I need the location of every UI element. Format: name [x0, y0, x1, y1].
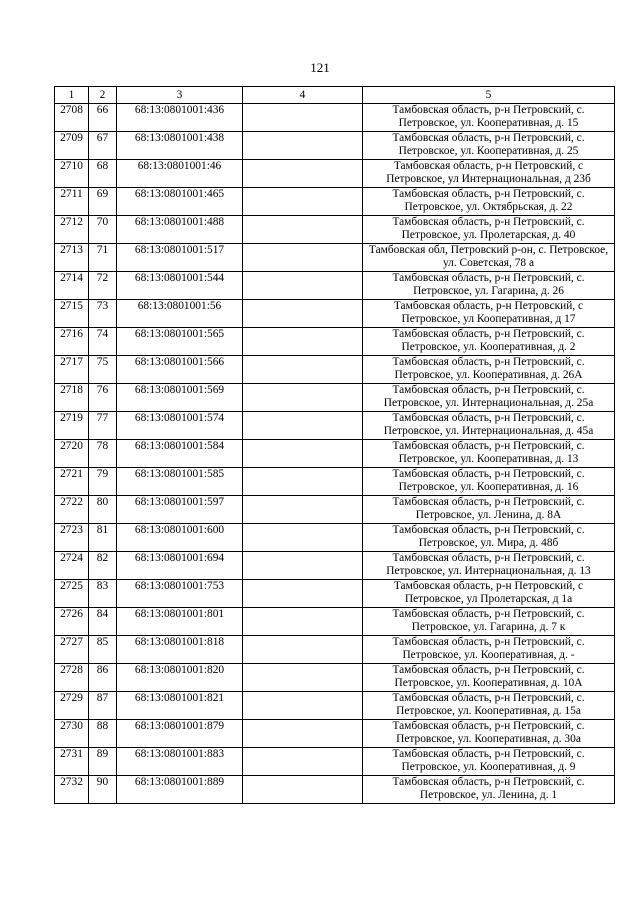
cadastral-number-cell: 68:13:0801001:569 — [117, 384, 243, 412]
address-cell: Тамбовская область, р-н Петровский, с. Петровское, ул. Кооперативная, д. 10А — [363, 664, 615, 692]
row-number-cell: 2713 — [55, 244, 89, 272]
item-number-cell: 67 — [89, 132, 117, 160]
registry-table — [54, 86, 615, 804]
table-row — [55, 216, 615, 244]
notes-cell — [243, 272, 363, 300]
table-row — [55, 328, 615, 356]
row-number-cell: 2716 — [55, 328, 89, 356]
table-row — [55, 468, 615, 496]
notes-cell — [243, 636, 363, 664]
row-number-cell: 2709 — [55, 132, 89, 160]
item-number-cell: 80 — [89, 496, 117, 524]
address-cell: Тамбовская область, р-н Петровский, с. Петровское, ул. Кооперативная, д. 26А — [363, 356, 615, 384]
row-number-cell: 2708 — [55, 104, 89, 132]
table-row — [55, 356, 615, 384]
cadastral-number-cell: 68:13:0801001:488 — [117, 216, 243, 244]
row-number-cell: 2718 — [55, 384, 89, 412]
notes-cell — [243, 524, 363, 552]
address-cell: Тамбовская область, р-н Петровский, с. Петровское, ул. Кооперативная, д. 16 — [363, 468, 615, 496]
cadastral-number-cell: 68:13:0801001:566 — [117, 356, 243, 384]
item-number-cell: 90 — [89, 776, 117, 804]
cadastral-number-cell: 68:13:0801001:465 — [117, 188, 243, 216]
notes-cell — [243, 776, 363, 804]
table-row — [55, 244, 615, 272]
item-number-cell: 72 — [89, 272, 117, 300]
address-cell: Тамбовская область, р-н Петровский, с. Петровское, ул. Кооперативная, д. - — [363, 636, 615, 664]
row-number-cell: 2711 — [55, 188, 89, 216]
row-number-cell: 2719 — [55, 412, 89, 440]
row-number-cell: 2731 — [55, 748, 89, 776]
item-number-cell: 76 — [89, 384, 117, 412]
row-number-cell: 2714 — [55, 272, 89, 300]
address-cell: Тамбовская область, р-н Петровский, с. Петровское, ул. Интернациональная, д. 13 — [363, 552, 615, 580]
row-number-cell: 2728 — [55, 664, 89, 692]
row-number-cell: 2712 — [55, 216, 89, 244]
item-number-cell: 87 — [89, 692, 117, 720]
cadastral-number-cell: 68:13:0801001:565 — [117, 328, 243, 356]
table-row — [55, 580, 615, 608]
cadastral-number-cell: 68:13:0801001:694 — [117, 552, 243, 580]
cadastral-number-cell: 68:13:0801001:438 — [117, 132, 243, 160]
table-row — [55, 636, 615, 664]
row-number-cell: 2720 — [55, 440, 89, 468]
address-cell: Тамбовская область, р-н Петровский, с. Петровское, ул. Кооперативная, д. 2 — [363, 328, 615, 356]
cadastral-number-cell: 68:13:0801001:544 — [117, 272, 243, 300]
address-cell: Тамбовская область, р-н Петровский, с. Петровское, ул. Гагарина, д. 7 к — [363, 608, 615, 636]
notes-cell — [243, 188, 363, 216]
address-cell: Тамбовская область, р-н Петровский, с. Петровское, ул. Кооперативная, д. 30а — [363, 720, 615, 748]
row-number-cell: 2721 — [55, 468, 89, 496]
cadastral-number-cell: 68:13:0801001:820 — [117, 664, 243, 692]
notes-cell — [243, 552, 363, 580]
table-row — [55, 104, 615, 132]
table-header — [55, 87, 615, 104]
cadastral-number-cell: 68:13:0801001:801 — [117, 608, 243, 636]
item-number-cell: 85 — [89, 636, 117, 664]
notes-cell — [243, 608, 363, 636]
notes-cell — [243, 328, 363, 356]
address-cell: Тамбовская область, р-н Петровский, с. Петровское, ул. Мира, д. 48б — [363, 524, 615, 552]
address-cell: Тамбовская область, р-н Петровский, с. Петровское, ул. Кооперативная, д. 25 — [363, 132, 615, 160]
header-col-1: 1 — [55, 87, 89, 104]
header-row — [55, 87, 615, 104]
address-cell: Тамбовская область, р-н Петровский, с Петровское, ул Интернациональная, д 23б — [363, 160, 615, 188]
item-number-cell: 69 — [89, 188, 117, 216]
address-cell: Тамбовская область, р-н Петровский, с. Петровское, ул. Кооперативная, д. 15а — [363, 692, 615, 720]
cadastral-number-cell: 68:13:0801001:600 — [117, 524, 243, 552]
header-col-3: 3 — [117, 87, 243, 104]
notes-cell — [243, 412, 363, 440]
notes-cell — [243, 440, 363, 468]
row-number-cell: 2726 — [55, 608, 89, 636]
row-number-cell: 2732 — [55, 776, 89, 804]
item-number-cell: 77 — [89, 412, 117, 440]
item-number-cell: 86 — [89, 664, 117, 692]
table-row — [55, 524, 615, 552]
row-number-cell: 2722 — [55, 496, 89, 524]
cadastral-number-cell: 68:13:0801001:574 — [117, 412, 243, 440]
cadastral-number-cell: 68:13:0801001:56 — [117, 300, 243, 328]
address-cell: Тамбовская область, р-н Петровский, с. Петровское, ул. Интернациональная, д. 25а — [363, 384, 615, 412]
notes-cell — [243, 356, 363, 384]
table-row — [55, 664, 615, 692]
table-row — [55, 412, 615, 440]
row-number-cell: 2727 — [55, 636, 89, 664]
table-row — [55, 776, 615, 804]
table-row — [55, 692, 615, 720]
item-number-cell: 78 — [89, 440, 117, 468]
cadastral-number-cell: 68:13:0801001:879 — [117, 720, 243, 748]
cadastral-number-cell: 68:13:0801001:818 — [117, 636, 243, 664]
address-cell: Тамбовская область, р-н Петровский, с. Петровское, ул. Интернациональная, д. 45а — [363, 412, 615, 440]
row-number-cell: 2717 — [55, 356, 89, 384]
address-cell: Тамбовская область, р-н Петровский, с Петровское, ул Кооперативная, д 17 — [363, 300, 615, 328]
table-row — [55, 188, 615, 216]
table-row — [55, 384, 615, 412]
address-cell: Тамбовская область, р-н Петровский, с. Петровское, ул. Ленина, д. 8А — [363, 496, 615, 524]
cadastral-number-cell: 68:13:0801001:517 — [117, 244, 243, 272]
cadastral-number-cell: 68:13:0801001:889 — [117, 776, 243, 804]
item-number-cell: 70 — [89, 216, 117, 244]
address-cell: Тамбовская область, р-н Петровский, с. Петровское, ул. Октябрьская, д. 22 — [363, 188, 615, 216]
address-cell: Тамбовская область, р-н Петровский, с. Петровское, ул. Кооперативная, д. 9 — [363, 748, 615, 776]
row-number-cell: 2724 — [55, 552, 89, 580]
header-col-5: 5 — [363, 87, 615, 104]
row-number-cell: 2715 — [55, 300, 89, 328]
notes-cell — [243, 664, 363, 692]
address-cell: Тамбовская область, р-н Петровский, с. Петровское, ул. Пролетарская, д. 40 — [363, 216, 615, 244]
notes-cell — [243, 244, 363, 272]
item-number-cell: 84 — [89, 608, 117, 636]
cadastral-number-cell: 68:13:0801001:436 — [117, 104, 243, 132]
row-number-cell: 2725 — [55, 580, 89, 608]
notes-cell — [243, 132, 363, 160]
notes-cell — [243, 104, 363, 132]
item-number-cell: 83 — [89, 580, 117, 608]
item-number-cell: 66 — [89, 104, 117, 132]
notes-cell — [243, 216, 363, 244]
item-number-cell: 79 — [89, 468, 117, 496]
address-cell: Тамбовская область, р-н Петровский, с. Петровское, ул. Кооперативная, д. 13 — [363, 440, 615, 468]
cadastral-number-cell: 68:13:0801001:585 — [117, 468, 243, 496]
item-number-cell: 74 — [89, 328, 117, 356]
address-cell: Тамбовская область, р-н Петровский, с Петровское, ул Пролетарская, д 1а — [363, 580, 615, 608]
notes-cell — [243, 160, 363, 188]
notes-cell — [243, 720, 363, 748]
table-row — [55, 160, 615, 188]
header-col-4: 4 — [243, 87, 363, 104]
table-row — [55, 608, 615, 636]
item-number-cell: 82 — [89, 552, 117, 580]
table-row — [55, 440, 615, 468]
table-row — [55, 552, 615, 580]
table-row — [55, 272, 615, 300]
table-row — [55, 300, 615, 328]
notes-cell — [243, 496, 363, 524]
item-number-cell: 89 — [89, 748, 117, 776]
cadastral-number-cell: 68:13:0801001:584 — [117, 440, 243, 468]
cadastral-number-cell: 68:13:0801001:597 — [117, 496, 243, 524]
header-col-2: 2 — [89, 87, 117, 104]
row-number-cell: 2730 — [55, 720, 89, 748]
address-cell: Тамбовская обл, Петровский р-он, с. Петровское, ул. Советская, 78 а — [363, 244, 615, 272]
table-row — [55, 132, 615, 160]
notes-cell — [243, 580, 363, 608]
item-number-cell: 73 — [89, 300, 117, 328]
address-cell: Тамбовская область, р-н Петровский, с. Петровское, ул. Ленина, д. 1 — [363, 776, 615, 804]
item-number-cell: 75 — [89, 356, 117, 384]
table-row — [55, 496, 615, 524]
row-number-cell: 2710 — [55, 160, 89, 188]
cadastral-number-cell: 68:13:0801001:821 — [117, 692, 243, 720]
table-body — [55, 104, 615, 804]
table-row — [55, 720, 615, 748]
notes-cell — [243, 300, 363, 328]
row-number-cell: 2723 — [55, 524, 89, 552]
row-number-cell: 2729 — [55, 692, 89, 720]
item-number-cell: 81 — [89, 524, 117, 552]
notes-cell — [243, 748, 363, 776]
table-row — [55, 748, 615, 776]
address-cell: Тамбовская область, р-н Петровский, с. Петровское, ул. Гагарина, д. 26 — [363, 272, 615, 300]
page-number: 121 — [310, 60, 330, 75]
address-cell: Тамбовская область, р-н Петровский, с. Петровское, ул. Кооперативная, д. 15 — [363, 104, 615, 132]
item-number-cell: 68 — [89, 160, 117, 188]
cadastral-number-cell: 68:13:0801001:46 — [117, 160, 243, 188]
item-number-cell: 71 — [89, 244, 117, 272]
notes-cell — [243, 468, 363, 496]
notes-cell — [243, 692, 363, 720]
cadastral-number-cell: 68:13:0801001:883 — [117, 748, 243, 776]
cadastral-number-cell: 68:13:0801001:753 — [117, 580, 243, 608]
notes-cell — [243, 384, 363, 412]
item-number-cell: 88 — [89, 720, 117, 748]
